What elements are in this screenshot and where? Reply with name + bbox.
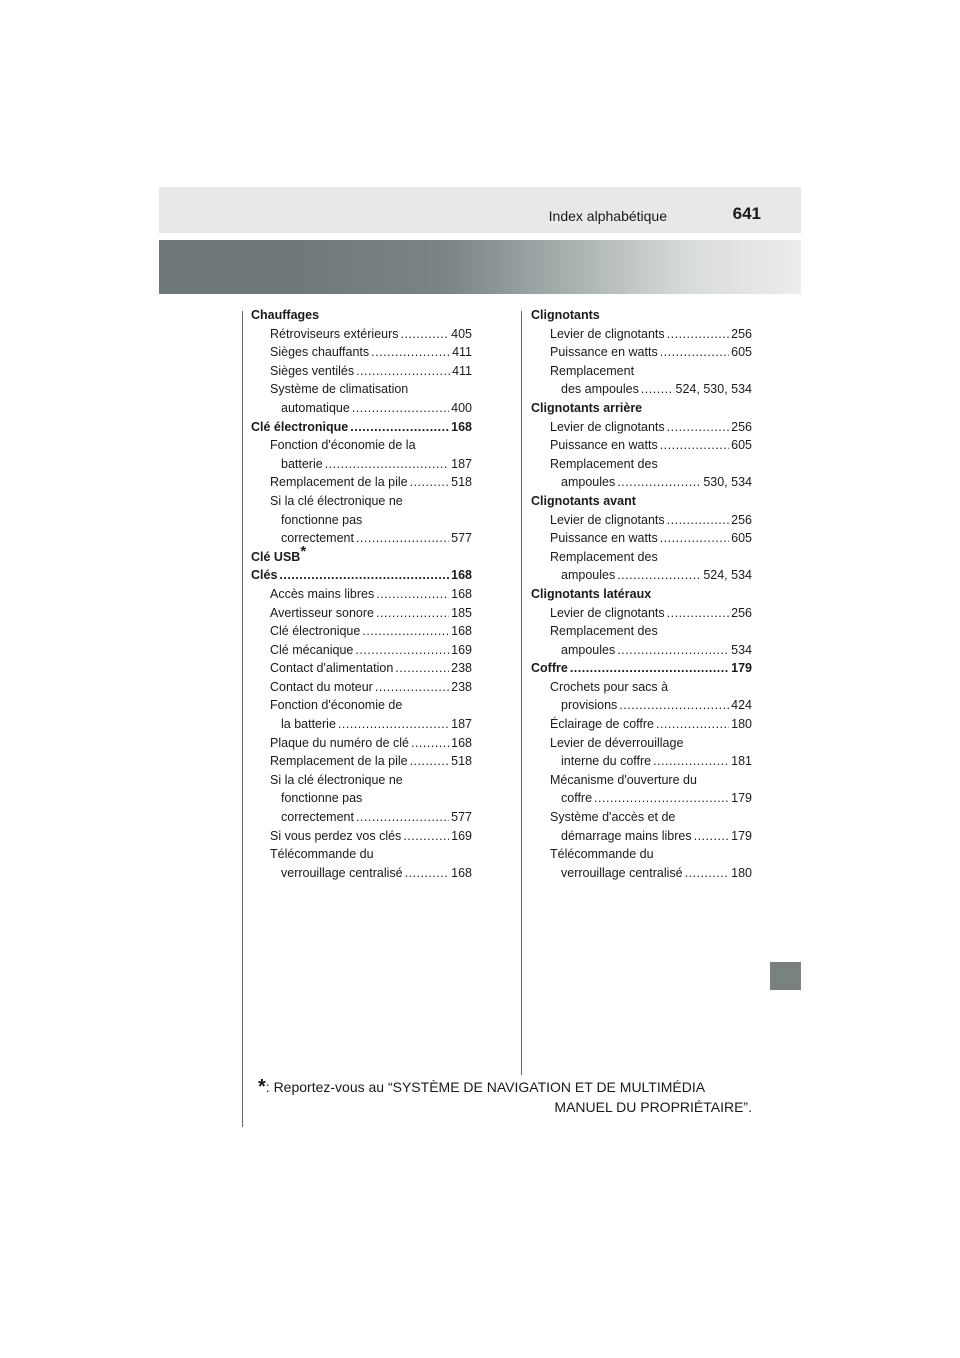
entry-text: Si la clé électronique ne: [270, 772, 403, 787]
entry-text: Levier de clignotants: [550, 419, 665, 434]
index-entry: [251, 399, 472, 418]
page-number: 641: [732, 204, 761, 223]
page-reference: 168: [451, 586, 472, 601]
dot-leader: [685, 864, 730, 883]
index-entry: [531, 473, 752, 492]
entry-text: Avertisseur sonore: [270, 605, 374, 620]
index-entry: [251, 808, 472, 827]
entry-text: batterie: [281, 456, 323, 471]
chapter-thumb-tab: [770, 962, 801, 990]
entry-text: Clignotants avant: [531, 493, 636, 508]
entry-text: Télécommande du: [550, 847, 654, 862]
index-heading: [251, 306, 472, 325]
page-header: [159, 187, 801, 233]
entry-text: interne du coffre: [561, 754, 652, 769]
entry-text: Puissance en watts: [550, 345, 658, 360]
decorative-gradient-bar: [159, 240, 801, 294]
entry-text: démarrage mains libres: [561, 828, 692, 843]
index-entry: [251, 436, 472, 455]
index-entry: [251, 845, 472, 864]
page-reference: 187: [451, 456, 472, 471]
entry-text: Si vous perdez vos clés: [270, 828, 402, 843]
index-entry: [531, 622, 752, 641]
index-entry: [251, 529, 472, 548]
dot-leader: [362, 622, 449, 641]
page-reference: 180: [731, 865, 752, 880]
index-heading: [531, 492, 752, 511]
entry-text: la batterie: [281, 717, 336, 732]
page-reference: 577: [451, 531, 472, 546]
page-reference: 605: [731, 531, 752, 546]
dot-leader: [694, 827, 730, 846]
entry-text: Levier de clignotants: [550, 605, 665, 620]
index-entry: [531, 380, 752, 399]
page-reference: 605: [731, 438, 752, 453]
entry-text: Éclairage de coffre: [550, 717, 654, 732]
index-entry: [251, 511, 472, 530]
entry-text: Clé électronique: [251, 419, 349, 434]
entry-text: provisions: [561, 698, 618, 713]
entry-text: correctement: [281, 531, 354, 546]
dot-leader: [376, 585, 449, 604]
index-heading: [251, 542, 472, 567]
entry-text: Rétroviseurs extérieurs: [270, 326, 399, 341]
page-reference: 168: [451, 865, 472, 880]
entry-text: Système d'accès et de: [550, 810, 676, 825]
index-entry: [251, 641, 472, 660]
page-reference: 185: [451, 605, 472, 620]
dot-leader: [411, 734, 449, 753]
index-entry: [251, 659, 472, 678]
index-entry: [251, 380, 472, 399]
dot-leader: [350, 418, 449, 437]
entry-text: verrouillage centralisé: [561, 865, 683, 880]
entry-text: Levier de déverrouillage: [550, 735, 684, 750]
index-entry: [531, 678, 752, 697]
dot-leader: [371, 343, 450, 362]
index-heading: [531, 306, 752, 325]
page-reference: 238: [451, 679, 472, 694]
dot-leader: [660, 343, 729, 362]
entry-text: Remplacement de la pile: [270, 754, 408, 769]
dot-leader: [375, 678, 449, 697]
index-entry: [531, 529, 752, 548]
index-entry: [251, 789, 472, 808]
entry-text: ampoules: [561, 568, 616, 583]
dot-leader: [617, 566, 701, 585]
index-entry: [251, 492, 472, 511]
entry-text: Levier de clignotants: [550, 512, 665, 527]
dot-leader: [667, 418, 729, 437]
index-entry: [531, 789, 752, 808]
entry-text: Remplacement des: [550, 456, 658, 471]
entry-text: Remplacement: [550, 363, 635, 378]
index-entry: [531, 864, 752, 883]
entry-text: Puissance en watts: [550, 438, 658, 453]
page-reference: 181: [731, 754, 752, 769]
index-entry: [251, 455, 472, 474]
entry-text: Puissance en watts: [550, 531, 658, 546]
entry-text: correctement: [281, 810, 354, 825]
index-entry: [531, 715, 752, 734]
index-entry: [531, 325, 752, 344]
page-reference: 405: [451, 326, 472, 341]
dot-leader: [403, 827, 449, 846]
entry-text: Télécommande du: [270, 847, 374, 862]
dot-leader: [570, 659, 729, 678]
dot-leader: [619, 696, 729, 715]
entry-text: Sièges chauffants: [270, 345, 370, 360]
index-entry: [251, 604, 472, 623]
entry-text: Remplacement des: [550, 549, 658, 564]
dot-leader: [356, 362, 450, 381]
entry-text: Levier de clignotants: [550, 326, 665, 341]
index-entry: [251, 678, 472, 697]
index-heading: [251, 418, 472, 437]
entry-text: Clignotants arrière: [531, 400, 643, 415]
entry-text: Si la clé électronique ne: [270, 493, 403, 508]
page-reference: 577: [451, 810, 472, 825]
dot-leader: [356, 529, 449, 548]
index-entry: [531, 641, 752, 660]
dot-leader: [656, 715, 729, 734]
entry-text: Crochets pour sacs à: [550, 679, 669, 694]
index-entry: [531, 752, 752, 771]
entry-text: coffre: [561, 791, 593, 806]
dot-leader: [667, 604, 729, 623]
page-reference: 400: [451, 400, 472, 415]
index-heading: [531, 659, 752, 678]
footnote-line-1: [258, 1077, 752, 1097]
entry-text: Clé USB: [251, 549, 301, 564]
entry-text: Remplacement de la pile: [270, 475, 408, 490]
page-reference: 168: [451, 624, 472, 639]
dot-leader: [667, 325, 729, 344]
page-reference: 605: [731, 345, 752, 360]
dot-leader: [405, 864, 450, 883]
page-reference: 168: [451, 568, 472, 583]
page-reference: 238: [451, 661, 472, 676]
page-reference: 411: [452, 345, 472, 360]
dot-leader: [325, 455, 449, 474]
dot-leader: [356, 808, 449, 827]
page-reference: 530, 534: [703, 475, 752, 490]
page-reference: 256: [731, 605, 752, 620]
dot-leader: [594, 789, 729, 808]
entry-text: Accès mains libres: [270, 586, 375, 601]
dot-leader: [279, 566, 449, 585]
entry-text: Sièges ventilés: [270, 363, 355, 378]
index-entry: [251, 362, 472, 381]
footnote-marker: *: [300, 542, 307, 560]
index-entry: [531, 362, 752, 381]
index-entry: [251, 752, 472, 771]
index-heading: [251, 566, 472, 585]
index-entry: [531, 771, 752, 790]
dot-leader: [617, 473, 701, 492]
index-entry: [251, 696, 472, 715]
entry-text: Système de climatisation: [270, 382, 409, 397]
entry-text: verrouillage centralisé: [281, 865, 403, 880]
entry-text: Clé électronique: [270, 624, 361, 639]
section-title: Index alphabétique: [548, 208, 667, 224]
entry-text: des ampoules: [561, 382, 639, 397]
dot-leader: [667, 511, 729, 530]
page-reference: 180: [731, 717, 752, 732]
dot-leader: [660, 436, 729, 455]
page-reference: 169: [451, 828, 472, 843]
dot-leader: [617, 641, 729, 660]
index-entry: [531, 604, 752, 623]
page-reference: 179: [731, 791, 752, 806]
index-entry: [531, 808, 752, 827]
entry-text: Remplacement des: [550, 624, 658, 639]
index-entry: [531, 436, 752, 455]
index-column-left: [251, 306, 472, 882]
index-entry: [531, 548, 752, 567]
footnote-line-2: MANUEL DU PROPRIÉTAIRE”.: [554, 1099, 752, 1115]
index-entry: [531, 418, 752, 437]
page-reference: 411: [452, 363, 472, 378]
index-entry: [251, 771, 472, 790]
index-entry: [531, 696, 752, 715]
entry-text: Chauffages: [251, 308, 320, 322]
entry-text: fonctionne pas: [281, 791, 363, 806]
footnote: [258, 1077, 752, 1117]
page-reference: 256: [731, 419, 752, 434]
page-reference: 524, 534: [703, 568, 752, 583]
entry-text: Mécanisme d'ouverture du: [550, 772, 697, 787]
index-heading: [531, 399, 752, 418]
footnote-star: *: [258, 1076, 266, 1098]
dot-leader: [355, 641, 449, 660]
entry-text: Contact d'alimentation: [270, 661, 394, 676]
dot-leader: [401, 325, 450, 344]
index-column-right: [531, 306, 752, 882]
dot-leader: [376, 604, 449, 623]
index-entry: [251, 734, 472, 753]
page-reference: 256: [731, 512, 752, 527]
entry-text: Clignotants latéraux: [531, 586, 652, 601]
entry-text: automatique: [281, 400, 350, 415]
entry-text: Clignotants: [531, 308, 600, 322]
index-entry: [251, 715, 472, 734]
page-reference: 518: [451, 475, 472, 490]
index-entry: [251, 864, 472, 883]
index-entry: [531, 845, 752, 864]
page-reference: 179: [731, 828, 752, 843]
entry-text: Clé mécanique: [270, 642, 354, 657]
entry-text: Coffre: [531, 661, 568, 676]
entry-text: Clés: [251, 568, 278, 583]
dot-leader: [410, 752, 450, 771]
entry-text: Plaque du numéro de clé: [270, 735, 409, 750]
index-heading: [531, 585, 752, 604]
page-reference: 168: [451, 419, 472, 434]
page-reference: 518: [451, 754, 472, 769]
entry-text: Contact du moteur: [270, 679, 373, 694]
dot-leader: [660, 529, 729, 548]
dot-leader: [338, 715, 449, 734]
index-entry: [251, 473, 472, 492]
footnote-text-1: : Reportez-vous au “SYSTÈME DE NAVIGATION ET DE MULTIMÉDIA: [265, 1079, 706, 1095]
page-reference: 169: [451, 642, 472, 657]
entry-text: Fonction d'économie de la: [270, 438, 416, 453]
page-reference: 534: [731, 642, 752, 657]
index-entry: [251, 827, 472, 846]
index-entry: [531, 827, 752, 846]
left-margin-rule: [242, 311, 243, 1127]
dot-leader: [641, 380, 674, 399]
index-entry: [531, 511, 752, 530]
entry-text: Fonction d'économie de: [270, 698, 403, 713]
index-entry: [251, 585, 472, 604]
page-reference: 187: [451, 717, 472, 732]
column-divider: [521, 311, 522, 1075]
entry-text: ampoules: [561, 475, 616, 490]
page-reference: 168: [451, 735, 472, 750]
index-entry: [531, 734, 752, 753]
page-reference: 256: [731, 326, 752, 341]
entry-text: fonctionne pas: [281, 512, 363, 527]
dot-leader: [410, 473, 450, 492]
index-entry: [531, 455, 752, 474]
dot-leader: [653, 752, 729, 771]
page-reference: 424: [731, 698, 752, 713]
index-entry: [531, 566, 752, 585]
entry-text: ampoules: [561, 642, 616, 657]
index-entry: [251, 343, 472, 362]
dot-leader: [395, 659, 449, 678]
page-reference: 524, 530, 534: [675, 382, 752, 397]
dot-leader: [352, 399, 449, 418]
page-reference: 179: [731, 661, 752, 676]
index-entry: [251, 325, 472, 344]
index-entry: [251, 622, 472, 641]
index-entry: [531, 343, 752, 362]
